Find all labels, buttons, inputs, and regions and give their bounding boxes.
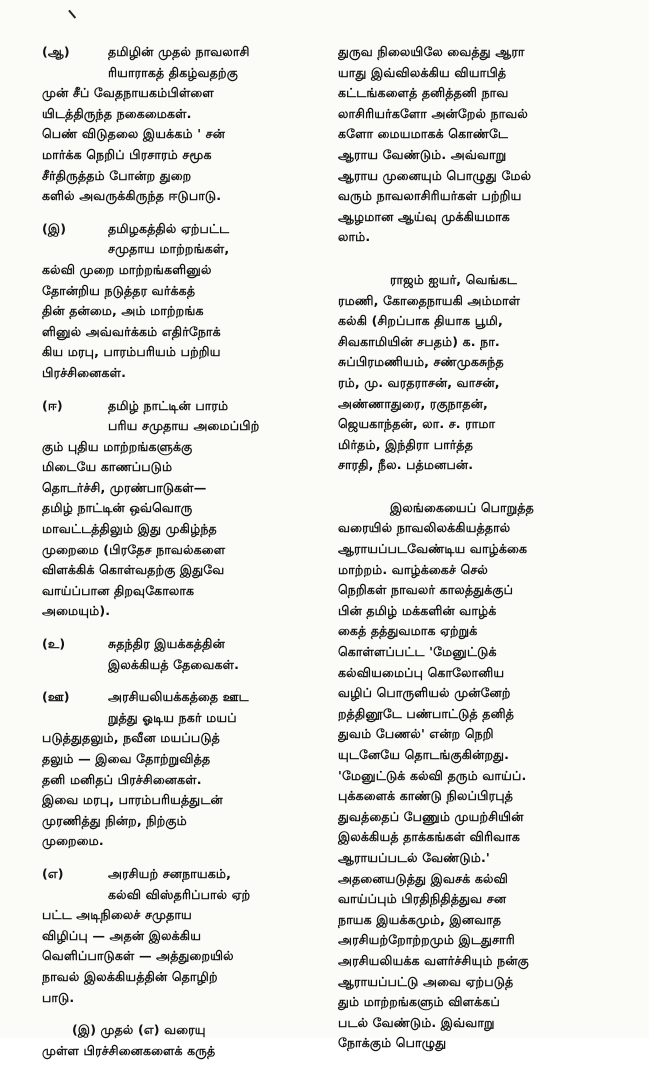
text-line: வரையில் நாவலிலக்கியத்தால் xyxy=(338,520,511,536)
text-line: தும் மாற்றங்களும் விளக்கப் xyxy=(338,994,500,1010)
item-marker: (எ) xyxy=(42,865,64,881)
text-line: இலக்கியத் தாக்கங்கள் விரிவாக xyxy=(338,829,521,845)
text-line: றுத்து ஓடிய நகர் மயப் xyxy=(108,709,237,725)
item-marker: (உ) xyxy=(42,636,66,652)
text-line: வெளிப்பாடுகள் — அத்துறையில் xyxy=(42,948,234,964)
item-marker: (ஆ) xyxy=(42,44,70,59)
text-line: முரணித்து நின்ற, நிற்கும் xyxy=(42,812,187,828)
text-line: வழிப் பொருளியல் முன்னேற் xyxy=(338,685,511,701)
text-line: ஜெயகாந்தன், லா. ச. ராமா xyxy=(338,416,496,432)
text-line: யிடத்திருந்த நகைமைகள். xyxy=(42,105,192,121)
list-item xyxy=(42,396,314,623)
text-line: கட்டங்களைத் தனித்தனி நாவ xyxy=(338,85,509,101)
text-line: பாடு. xyxy=(42,989,75,1005)
item-marker: (ஈ) xyxy=(42,397,63,413)
text-line: யாது இவ்விலக்கிய வியாபித் xyxy=(338,64,507,80)
text-line: வாய்ப்பான திறவுகோலாக xyxy=(42,582,195,598)
text-line: (இ) முதல் (எ) வரையு xyxy=(72,1022,206,1038)
text-line: அமையும்). xyxy=(42,603,111,619)
text-line: கல்கி (சிறப்பாக தியாக பூமி, xyxy=(338,313,503,329)
text-line: சிவகாமியின் சபதம்) க. நா. xyxy=(338,333,500,349)
text-line: முள்ள பிரச்சினைகளைக் கருத் xyxy=(42,1042,216,1058)
text-line: தொடர்ச்சி, முரண்பாடுகள்— xyxy=(42,479,207,495)
text-line: சீர்திருத்தம் போன்ற துறை xyxy=(42,167,192,183)
text-line: ஆராய வேண்டும். அவ்வாறு xyxy=(338,146,507,162)
text-line: சுப்பிரமணியம், சண்முகசுந்த xyxy=(338,354,504,370)
text-line: பெண் விடுதலை இயக்கம் ' சன் xyxy=(42,126,226,142)
text-line: கிய மரபு, பாரம்பரியம் பற்றிய xyxy=(42,344,221,360)
text-line: கல்வி விஸ்தரிப்பால் ஏற் xyxy=(108,886,251,902)
text-line: அரசியலியக்க வளர்ச்சியும் நன்கு xyxy=(338,952,529,968)
text-line: தின் தன்மை, அம் மாற்றங்க xyxy=(42,303,204,319)
text-line: கைத் தத்துவமாக ஏற்றுக் xyxy=(338,623,478,639)
text-line: முறைமை (பிரதேச நாவல்களை xyxy=(42,541,226,557)
text-line: விளக்கிக் கொள்வதற்கு இதுவே xyxy=(42,562,225,578)
text-line: அரசியற் சனநாயகம், xyxy=(108,865,232,881)
text-line: ரம், மு. வரதராசன், வாசன், xyxy=(338,374,500,390)
text-line: சுதந்திர இயக்கத்தின் xyxy=(108,636,225,652)
text-line: நெறிகள் நாவலர் காலத்துக்குப் xyxy=(338,582,514,598)
list-item xyxy=(42,42,314,207)
text-line: சமுதாய மாற்றங்கள், xyxy=(108,241,230,257)
text-line: நாயக இயக்கமும், இனவாத xyxy=(338,911,502,927)
text-line: படல் வேண்டும். இவ்வாறு xyxy=(338,1014,495,1030)
text-line: பரிய சமுதாய அமைப்பிற் xyxy=(108,418,260,434)
text-line: லாம். xyxy=(338,229,371,245)
text-line: சாரதி, நீல. பத்மனபன். xyxy=(338,457,474,473)
text-line: களோ மையமாகக் கொண்டே xyxy=(338,126,509,142)
text-line: தமிழ் நாட்டின் பாரம் xyxy=(108,397,229,413)
text-line: ராஜம் ஐயர், வெங்கட xyxy=(390,271,518,287)
text-line: தனி மனிதப் பிரச்சினைகள். xyxy=(42,771,202,787)
text-line: முன் சீப் வேதநாயகம்பிள்ளை xyxy=(42,85,214,101)
text-line: அதனையடுத்து இவசக் கல்வி xyxy=(338,870,509,886)
text-line: அரசியலியக்கத்தை ஊட xyxy=(108,689,249,705)
list-item xyxy=(42,864,314,1008)
text-line: துருவ நிலையிலே வைத்து ஆரா xyxy=(338,44,525,59)
text-line: இலக்கியத் தேவைகள். xyxy=(108,656,239,672)
text-line: ரியாராகத் திகழ்வதற்கு xyxy=(108,64,238,80)
text-line: கொள்ளப்பட்ட 'மேனுட்டுக் xyxy=(338,644,497,660)
text-line: 'மேனுட்டுக் கல்வி தரும் வாய்ப். xyxy=(338,767,527,783)
text-line: கும் புதிய மாற்றங்களுக்கு xyxy=(42,438,193,454)
text-line: மாவட்டத்திலும் இது முகிழ்ந்த xyxy=(42,521,217,537)
text-line: ளினுல் அவ்வர்க்கம் எதிர்நோக் xyxy=(42,323,221,339)
text-line: ஆராயப்படல் வேண்டும்.' xyxy=(338,849,490,865)
list-item xyxy=(42,634,314,675)
text-line: ஆராயப்பட்டு அவை ஏற்படுத் xyxy=(338,973,514,989)
text-line: துவத்தைப் பேணும் முயற்சியின் xyxy=(338,808,524,824)
text-line: தமிழின் முதல் நாவலாசி xyxy=(108,44,250,59)
text-line: லாசிரியர்களோ அன்றேல் நாவல் xyxy=(338,105,528,121)
text-line: துவம் பேணல்' என்ற நெறி xyxy=(338,726,494,742)
list-item xyxy=(42,219,314,384)
text-line: கல்வி முறை மாற்றங்களினுல் xyxy=(42,261,212,277)
list-item xyxy=(42,687,314,852)
text-line: தமிழகத்தில் ஏற்பட்ட xyxy=(108,220,230,236)
item-marker: (இ) xyxy=(42,220,67,236)
closing-paragraph xyxy=(42,1020,314,1061)
paragraph xyxy=(338,498,616,1054)
text-line: அரசியற்றோற்றமும் இடதுசாரி xyxy=(338,932,515,948)
text-line: கல்வியமைப்பு கொலோனிய xyxy=(338,664,505,680)
text-line: பின் தமிழ் மக்களின் வாழ்க் xyxy=(338,602,497,618)
text-line: அண்ணாதுரை, ரகுநாதன், xyxy=(338,395,488,411)
text-line: மிர்தம், இந்திரா பார்த்த xyxy=(338,436,474,452)
left-column xyxy=(42,42,314,1073)
text-line: தோன்றிய நடுத்தர வர்க்கத் xyxy=(42,282,196,298)
text-line: களில் அவருக்கிருந்த ஈடுபாடு. xyxy=(42,188,222,204)
text-line: மிடையே காணப்படும் xyxy=(42,459,173,475)
text-line: ஆராயப்படவேண்டிய வாழ்க்கை xyxy=(338,541,528,557)
text-line: நோக்கும் பொழுது xyxy=(338,1035,447,1051)
paragraph xyxy=(338,270,616,476)
stray-mark xyxy=(68,3,84,18)
text-line: பட்ட அடிநிலைச் சமுதாய xyxy=(42,907,192,923)
text-line: மாற்றம். வாழ்க்கைச் செல் xyxy=(338,561,488,577)
text-line: நாவல் இலக்கியத்தின் தொழிற் xyxy=(42,968,218,984)
text-line: இவை மரபு, பாரம்பரியத்துடன் xyxy=(42,792,223,808)
text-line: ஆராய முனையும் பொழுது மேல் xyxy=(338,167,532,183)
text-line: றத்தினூடே பண்பாட்டுத் தனித் xyxy=(338,705,515,721)
text-line: யுடனேயே தொடங்குகின்றது. xyxy=(338,747,510,762)
text-line: வரும் நாவலாசிரியர்கள் பற்றிய xyxy=(338,188,522,204)
paragraph xyxy=(338,42,616,248)
text-line: ரமணி, கோதைநாயகி அம்மாள் xyxy=(338,292,521,308)
text-line: இலங்கையைப் பொறுத்த xyxy=(390,499,534,515)
text-line: மார்க்க நெறிப் பிரசாரம் சமூக xyxy=(42,146,212,162)
text-line: பிரச்சினைகள். xyxy=(42,364,126,380)
text-line: படுத்துதலும், நவீன மயப்படுத் xyxy=(42,730,220,746)
text-line: புக்களைக் காண்டு நிலப்பிரபுத் xyxy=(338,788,514,804)
text-line: ஆழமான ஆய்வு முக்கியமாக xyxy=(338,208,510,224)
text-line: விழிப்பு — அதன் இலக்கிய xyxy=(42,927,202,943)
text-line: தலும் — இவை தோற்றுவித்த xyxy=(42,751,211,766)
text-line: வாய்ப்பும் பிரதிநிதித்துவ சன xyxy=(338,891,507,907)
text-line: தமிழ் நாட்டின் ஒவ்வொரு xyxy=(42,500,193,516)
right-column xyxy=(338,42,616,1066)
text-line: முறைமை. xyxy=(42,833,104,849)
item-marker: (ஊ) xyxy=(42,689,70,705)
